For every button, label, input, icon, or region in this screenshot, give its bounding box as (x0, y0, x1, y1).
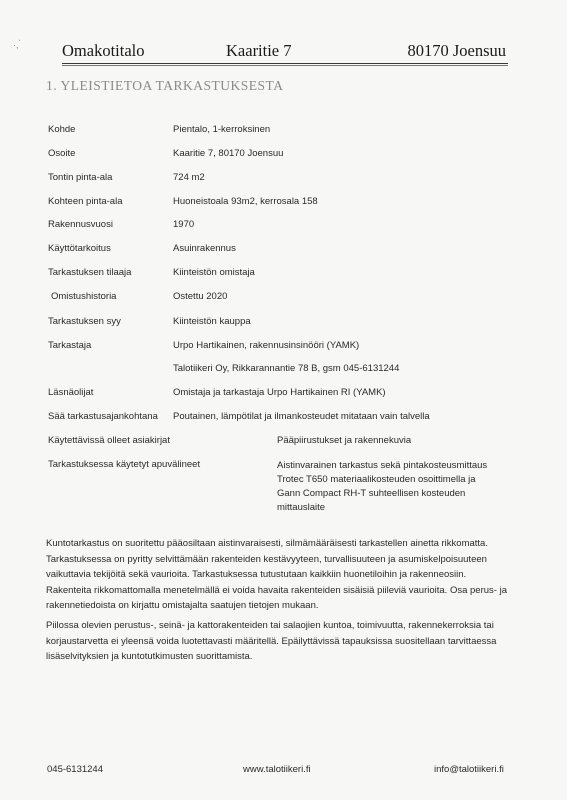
asiakirjat-value: Pääpiirustukset ja rakennekuvia (277, 435, 412, 446)
page-header (62, 41, 506, 63)
lasnaolijat-value: Omistaja ja tarkastaja Urpo Hartikainen RI (YAMK) (173, 387, 386, 398)
header-street-address: Kaaritie 7 (226, 41, 292, 60)
rakennusvuosi-label: Rakennusvuosi (48, 219, 113, 230)
footer-website: www.talotiikeri.fi (243, 764, 311, 775)
kohde-ala-label: Kohteen pinta-ala (48, 196, 123, 207)
section-title: 1. YLEISTIETOA TARKASTUKSESTA (46, 78, 284, 93)
omistushistoria-value: Ostettu 2020 (173, 291, 228, 302)
osoite-label: Osoite (48, 148, 76, 159)
saa-value: Poutainen, lämpötilat ja ilmankosteudet mitataan vain talvella (173, 411, 430, 422)
apuvalineet-label: Tarkastuksessa käytetyt apuvälineet (48, 459, 201, 470)
paragraph-intro: Kuntotarkastus on suoritettu pääosiltaan aistinvaraisesti, silmämääräisesti tarkastellen ainetta rikkomatta. Tarkastuksessa on pyritty selvittämään rakenteiden kestävyyteen, turvallisuuteen ja asumiskelpoisuuteen vaikuttavia tekijöitä sekä vaurioita. Tarkastuksessa tutustutaan kaikkiin huonetiloihin ja rakenneosiin. Rakenteita rikkomattomalla menetelmällä ei voida havaita rakenteiden sisäisiä piileviä vaurioita. Osa perus- ja rakennetiedoista on kirjattu omistajalta saatujen tietojen mukaan. (46, 538, 507, 611)
osoite-value: Kaaritie 7, 80170 Joensuu (173, 148, 284, 159)
tarkastuksen-syy-label: Tarkastuksen syy (48, 316, 121, 327)
asiakirjat-label: Käytettävissä olleet asiakirjat (48, 435, 170, 446)
footer-email: info@talotiikeri.fi (434, 764, 504, 775)
kohde-label: Kohde (48, 124, 76, 135)
tarkastuksen-syy-value: Kiinteistön kauppa (173, 316, 251, 327)
kohde-value: Pientalo, 1-kerroksinen (173, 124, 271, 135)
tarkastaja-value: Urpo Hartikainen, rakennusinsinööri (YAMK) (173, 340, 360, 351)
omistushistoria-label: Omistushistoria (51, 291, 117, 302)
header-property-type: Omakotitalo (62, 41, 145, 60)
header-rule-bottom (62, 65, 508, 66)
apuvalineet-value: Aistinvarainen tarkastus sekä pintakosteusmittaus Trotec T650 materiaalikosteuden osoittimella ja Gann Compact RH-T suhteellisen kosteuden mittauslaite (277, 460, 488, 513)
tilaaja-label: Tarkastuksen tilaaja (48, 267, 132, 278)
tilaaja-value: Kiinteistön omistaja (173, 267, 255, 278)
tontti-value: 724 m2 (173, 172, 205, 183)
header-postal-city: 80170 Joensuu (407, 41, 506, 60)
header-rule-top (62, 63, 508, 64)
kohde-ala-value: Huoneistoala 93m2, kerrosala 158 (173, 196, 318, 207)
tarkastaja-label: Tarkastaja (48, 340, 92, 351)
kayttotarkoitus-value: Asuinrakennus (173, 243, 236, 254)
saa-label: Sää tarkastusajankohtana (48, 411, 158, 422)
rakennusvuosi-value: 1970 (173, 219, 195, 230)
lasnaolijat-label: Läsnäolijat (48, 387, 94, 398)
tarkastaja-company: Talotiikeri Oy, Rikkarannantie 78 B, gsm 045-6131244 (173, 363, 400, 374)
kayttotarkoitus-label: Käyttötarkoitus (48, 243, 111, 254)
scan-mark: ·, ̀ (13, 40, 21, 50)
paragraph-hidden-structures: Piilossa olevien perustus-, seinä- ja kattorakenteiden tai salaojien kuntoa, toimivuutta, rakennekerroksia tai korjaustarvetta ei yleensä voida luotettavasti määritellä. Epäilyttävissä tapauksissa suositellaan tarvittaessa lisäselvityksien ja kuntotutkimusten suorittamista. (46, 620, 497, 662)
tontti-label: Tontin pinta-ala (48, 172, 113, 183)
footer-phone: 045-6131244 (47, 764, 103, 775)
